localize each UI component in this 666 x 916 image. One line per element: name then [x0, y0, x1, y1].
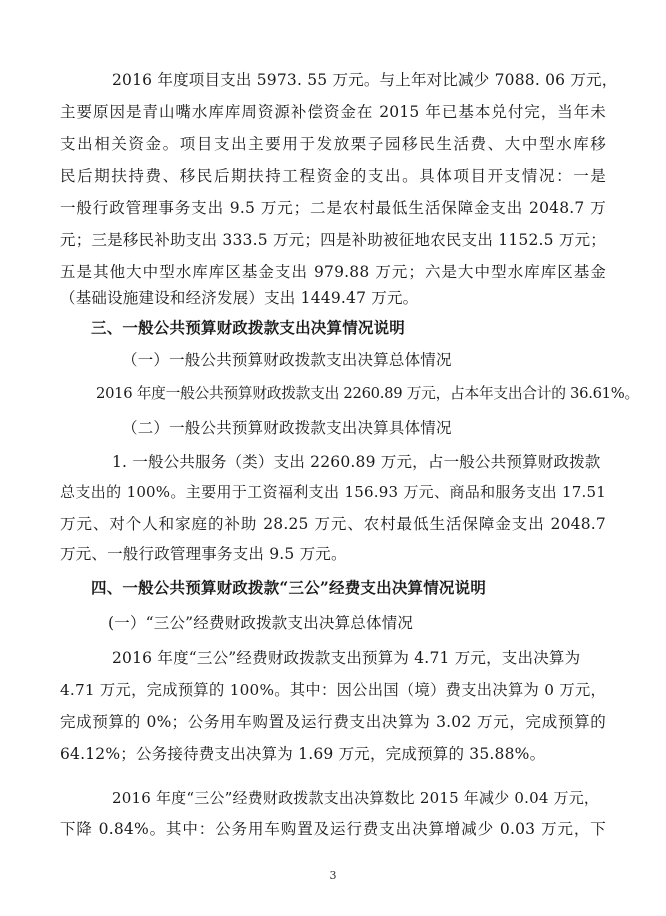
paragraph-line: 1. 一般公共服务（类）支出 2260.89 万元，占一般公共预算财政拨款 [112, 453, 601, 471]
paragraph-line: 五是其他大中型水库库区基金支出 979.88 万元；六是大中型水库库区基金 [60, 263, 606, 281]
paragraph-line: 2016 年度项目支出 5973. 55 万元。与上年对比减少 7088. 06 万元， [112, 71, 618, 89]
subsection-heading: （二）一般公共预算财政拨款支出决算具体情况 [122, 419, 452, 437]
paragraph-line: 2016 年度“三公”经费财政拨款支出决算数比 2015 年减少 0.04 万元， [112, 789, 600, 807]
page-number: 3 [329, 869, 337, 882]
subsection-heading: (一）“三公”经费财政拨款支出决算总体情况 [108, 614, 414, 632]
paragraph-line: 支出相关资金。项目支出主要用于发放栗子园移民生活费、大中型水库移 [60, 135, 606, 153]
paragraph-line: 万元、对个人和家庭的补助 28.25 万元、农村最低生活保障金支出 2048.7 [60, 515, 606, 533]
paragraph-line: 总支出的 100%。主要用于工资福利支出 156.93 万元、商品和服务支出 17.51 [60, 483, 606, 501]
paragraph-line: （基础设施建设和经济发展）支出 1449.47 万元。 [60, 289, 419, 307]
paragraph-line: 2016 年度“三公”经费财政拨款支出预算为 4.71 万元，支出决算为 [112, 649, 581, 667]
paragraph-line: 一般行政管理事务支出 9.5 万元；二是农村最低生活保障金支出 2048.7 万 [60, 199, 606, 217]
subsection-heading: （一）一般公共预算财政拨款支出决算总体情况 [122, 351, 452, 369]
paragraph-line: 4.71 万元，完成预算的 100%。其中：因公出国（境）费支出决算为 0 万元， [60, 681, 606, 699]
paragraph-line: 民后期扶持费、移民后期扶持工程资金的支出。具体项目开支情况：一是 [60, 167, 606, 185]
paragraph-line: 64.12%；公务接待费支出决算为 1.69 万元，完成预算的 35.88%。 [60, 745, 546, 763]
paragraph-line: 下降 0.84%。其中：公务用车购置及运行费支出决算增减少 0.03 万元，下 [60, 820, 606, 838]
paragraph-line: 元；三是移民补助支出 333.5 万元；四是补助被征地农民支出 1152.5 万元； [60, 231, 606, 249]
section-heading: 三、一般公共预算财政拨款支出决算情况说明 [91, 318, 406, 337]
section-heading: 四、一般公共预算财政拨款“三公”经费支出决算情况说明 [91, 578, 487, 597]
paragraph-line: 万元、一般行政管理事务支出 9.5 万元。 [60, 545, 347, 563]
paragraph-line: 主要原因是青山嘴水库库周资源补偿资金在 2015 年已基本兑付完，当年未 [60, 103, 606, 121]
paragraph-line: 2016 年度一般公共预算财政拨款支出 2260.89 万元，占本年支出合计的 36.61%。 [96, 385, 639, 402]
paragraph-line: 完成预算的 0%；公务用车购置及运行费支出决算为 3.02 万元，完成预算的 [60, 713, 606, 731]
